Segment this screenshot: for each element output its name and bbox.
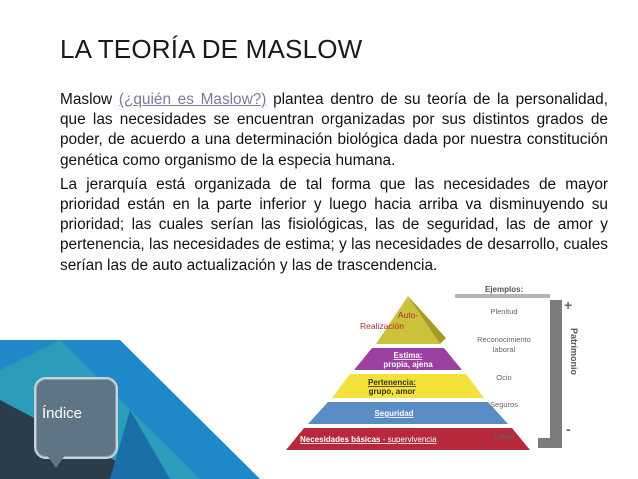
- patrimonio-label: Patrimonio: [569, 328, 579, 376]
- level3-label-line2: grupo, amor: [368, 387, 416, 396]
- example-level3: Ocio: [496, 373, 512, 382]
- examples-header: Ejemplos:: [485, 285, 524, 294]
- examples-top-rule: [455, 294, 550, 298]
- index-button-pointer: [46, 454, 66, 468]
- maslow-pyramid-diagram: [280, 282, 610, 462]
- paragraph-1-rest: plantea dentro de su teoría de la personalidad, que las necesidades se encuentran organizadas por sus distintos grados de poder, de acuerdo a una determinación biológica dada por nuestra constitución genética como organismo de la especia humana.: [60, 91, 608, 169]
- who-is-maslow-link[interactable]: (¿quién es Maslow?): [118, 91, 267, 108]
- example-level2-line2: laboral: [492, 345, 516, 354]
- plus-sign: +: [564, 297, 573, 313]
- index-button[interactable]: [34, 377, 118, 459]
- patrimonio-bar: [538, 300, 562, 448]
- body-text: [60, 90, 608, 280]
- paragraph-1-start: Maslow: [60, 91, 119, 108]
- paragraph-2: La jerarquía está organizada de tal forma que las necesidades de mayor prioridad están en la parte inferior y luego hacia arriba va disminuyendo su prioridad; las cuales serían las fisiológicas, las de seguridad, las de amor y pertenencia, las necesidades de estima; y las necesidades de desarrollo, cuales serían las de auto actualización y las de trascendencia.: [60, 175, 608, 274]
- level1-label-line2: Realización: [360, 321, 404, 331]
- level1-label-line1: Auto-: [397, 310, 419, 320]
- example-level4: Seguros: [490, 400, 518, 409]
- example-level5: Cobijo: [493, 432, 515, 441]
- level5-label-main: Necesidades básicas: [300, 435, 381, 444]
- example-level1: Plenitud: [490, 307, 518, 316]
- example-level2-line1: Reconocimiento: [477, 335, 531, 344]
- index-button-label: Índice: [42, 405, 83, 422]
- level2-label-line2: propia, ajena: [383, 360, 433, 369]
- page-title: LA TEORÍA DE MASLOW: [60, 34, 363, 64]
- paragraph-1: [60, 90, 608, 171]
- level5-label-suffix: - supervivencia: [380, 435, 437, 444]
- pyramid-level-self-realization: [376, 296, 440, 344]
- level5-label: [300, 435, 437, 444]
- minus-sign: -: [566, 421, 571, 437]
- level4-label: Seguridad: [374, 409, 414, 418]
- level3-label-line1: Pertenencia:: [367, 378, 417, 387]
- level2-label-line1: Estima:: [393, 351, 423, 360]
